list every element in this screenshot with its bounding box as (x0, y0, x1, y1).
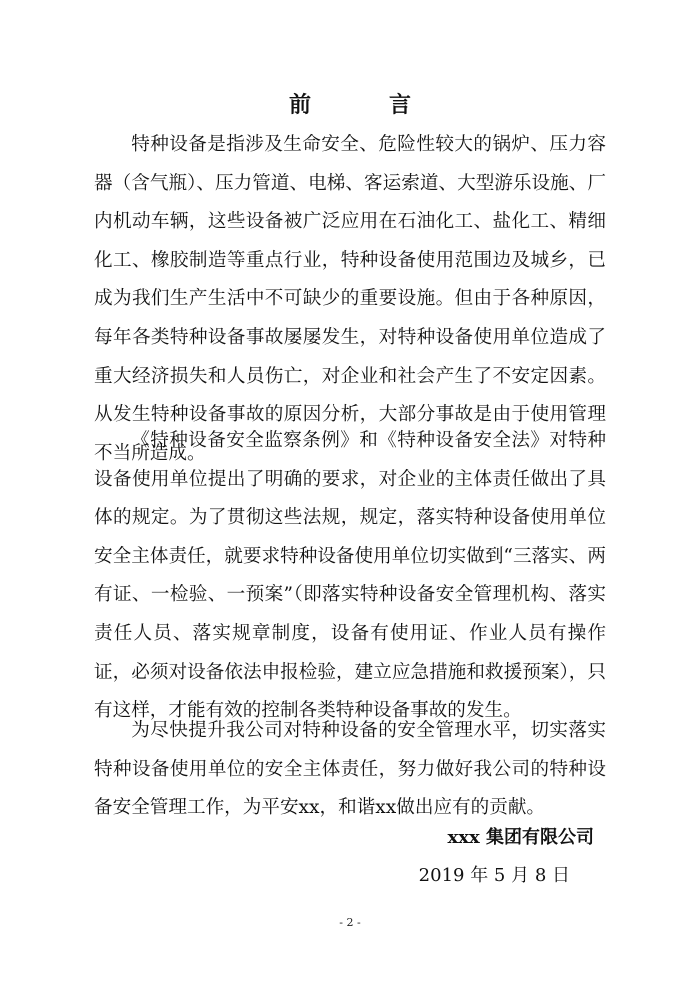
paragraph-3: 为尽快提升我公司对特种设备的安全管理水平，切实落实特种设备使用单位的安全主体责任，努力做好我公司的特种设备安全管理工作，为平安xx，和谐xx做出应有的贡献。 (94, 720, 606, 819)
company-signature: xxx 集团有限公司 (447, 827, 594, 848)
paragraph-2: 《特种设备安全监察条例》和《特种设备安全法》对特种设备使用单位提出了明确的要求，对企业的主体责任做出了具体的规定。为了贯彻这些法规，规定，落实特种设备使用单位安全主体责任，就要求特种设备使用单位切实做到“三落实、两有证、一检验、一预案”（即落实特种设备安全管理机构、落实责任人员、落实规章制度，设备有使用证、作业人员有操作证，必须对设备依法申报检验，建立应急措施和救援预案），只有这样，才能有效的控制各类特种设备事故的发生。 (94, 430, 606, 722)
paragraph-1: 特种设备是指涉及生命安全、危险性较大的锅炉、压力容器（含气瓶）、压力管道、电梯、客运索道、大型游乐设施、厂内机动车辆，这些设备被广泛应用在石油化工、盐化工、精细化工、橡胶制造等重点行业，特种设备使用范围边及城乡，已成为我们生产生活中不可缺少的重要设施。但由于各种原因，每年各类特种设备事故屡屡发生，对特种设备使用单位造成了重大经济损失和人员伤亡，对企业和社会产生了不安定因素。从发生特种设备事故的原因分析，大部分事故是由于使用管理不当所造成。 (94, 134, 606, 464)
paragraph-3-block (94, 712, 606, 828)
document-title: 前 言 (288, 93, 439, 118)
document-date: 2019 年 5 月 8 日 (418, 865, 570, 886)
paragraph-2-block (94, 422, 606, 731)
page-number: - 2 - (339, 916, 361, 929)
